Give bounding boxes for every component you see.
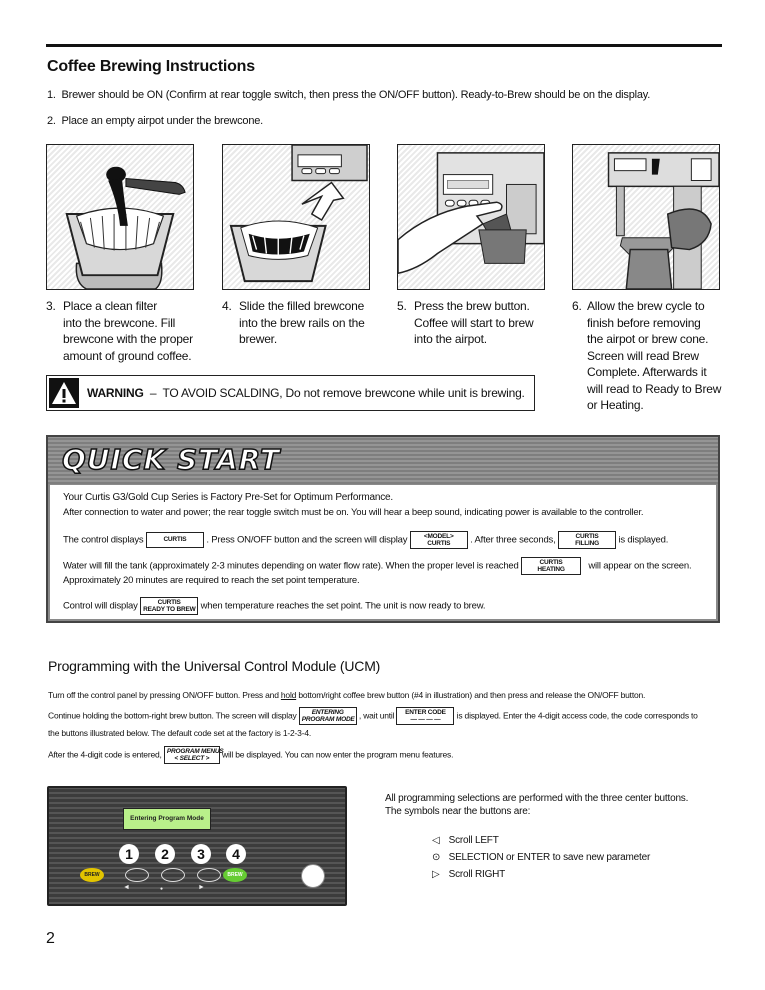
- programming-title: Programming with the Universal Control Module (UCM): [48, 658, 381, 674]
- select-symbol: ●: [160, 886, 164, 892]
- caption-line: the airpot or brew cone.: [587, 332, 709, 346]
- prog-text: , wait until: [358, 710, 395, 721]
- quick-start-banner: [48, 437, 718, 484]
- top-rule: [46, 44, 722, 47]
- lcd-line: FILLING: [575, 540, 599, 547]
- warning-text: [87, 386, 525, 400]
- qs-text: when temperature reaches the set point. The unit is now ready to brew.: [200, 600, 486, 612]
- legend-scroll-right: [432, 869, 505, 880]
- lcd-line: — — — —: [410, 716, 441, 723]
- prog-text: Continue holding the bottom-right brew button. The screen will display: [48, 710, 297, 721]
- prog-hold: hold: [280, 690, 297, 700]
- step-text: Brewer should be ON (Confirm at rear toggle switch, then press the ON/OFF button). Ready-to-Brew should be on the display.: [61, 89, 651, 101]
- illustration-brew-complete: [572, 144, 720, 290]
- caption-line: into the brewcone. Fill: [63, 315, 176, 330]
- programming-para-3: [48, 746, 453, 764]
- select-button[interactable]: [161, 868, 185, 882]
- qs-text: . After three seconds,: [470, 534, 556, 546]
- lcd-curtis: CURTIS: [146, 532, 204, 548]
- programming-para-2b: the buttons illustrated below. The default code set at the factory is 1-2-3-4.: [48, 728, 312, 738]
- lcd-line: ENTERING: [311, 709, 344, 716]
- lcd-line: ENTER CODE: [405, 709, 446, 716]
- caption-line: Place a clean filter: [63, 299, 158, 313]
- illustration-fill-filter: [46, 144, 194, 290]
- left-button[interactable]: [125, 868, 149, 882]
- button-number-2: 2: [155, 844, 175, 864]
- caption-line: Slide the filled brewcone: [239, 299, 365, 313]
- prog-text: is displayed. Enter the 4-digit access code, the code corresponds to: [456, 710, 698, 721]
- scroll-right-symbol: ►: [198, 884, 205, 891]
- caption-num: 4.: [222, 299, 232, 313]
- ucm-info-line: The symbols near the buttons are:: [385, 806, 531, 817]
- caption-line: Press the brew button.: [414, 299, 530, 313]
- lcd-program-menus: [164, 746, 224, 764]
- lcd-line: PROGRAM MODE: [301, 716, 355, 723]
- lcd-filling: [558, 531, 616, 549]
- lcd-model: [410, 531, 468, 549]
- caption-line: finish before removing: [587, 315, 701, 330]
- page-number: 2: [46, 930, 55, 947]
- step-num: 1.: [47, 89, 56, 101]
- caption-line: into the brew rails on the: [239, 315, 365, 330]
- scroll-right-icon: ▷: [432, 869, 440, 880]
- quick-start-box: [46, 435, 720, 623]
- prog-text: After the 4-digit code is entered,: [48, 749, 162, 760]
- lcd-line: CURTIS: [427, 540, 451, 547]
- button-number-1: 1: [119, 844, 139, 864]
- lcd-line: CURTIS: [157, 599, 181, 606]
- control-panel-illustration: [47, 786, 347, 906]
- ucm-info-line: All programming selections are performed with the three center buttons.: [385, 793, 689, 804]
- lcd-line: < SELECT >: [174, 755, 210, 762]
- step-num: 2.: [47, 115, 56, 127]
- caption-num: 3.: [46, 299, 56, 313]
- prog-text: will be displayed. You can now enter the program menu features.: [222, 749, 454, 760]
- page-title: Coffee Brewing Instructions: [47, 58, 255, 75]
- panel-display: Entering Program Mode: [123, 808, 211, 830]
- caption-step-4: [222, 298, 392, 348]
- button-number-4: 4: [226, 844, 246, 864]
- button-number-3: 3: [191, 844, 211, 864]
- illustration-press-brew: [397, 144, 545, 290]
- warning-icon: [49, 378, 79, 408]
- lcd-line: READY TO BREW: [143, 606, 196, 613]
- power-button[interactable]: [301, 864, 325, 888]
- qs-line-4: Approximately 20 minutes are required to reach the set point temperature.: [63, 575, 360, 586]
- qs-line-2: [63, 531, 668, 549]
- select-icon: ⊙: [432, 852, 441, 863]
- prog-text: bottom/right coffee brew button (#4 in illustration) and then press and release the ON/OFF button.: [296, 690, 646, 700]
- caption-line: Screen will read Brew: [587, 348, 699, 363]
- qs-line-3: [63, 557, 691, 575]
- qs-text: Water will fill the tank (approximately 2-3 minutes depending on water flow rate). When the proper level is reached: [63, 560, 519, 572]
- qs-text: will appear on the screen.: [588, 560, 692, 572]
- legend-text: SELECTION or ENTER to save new parameter: [448, 852, 651, 863]
- ucm-info: [385, 792, 688, 818]
- quick-start-title: QUICK START: [62, 443, 281, 476]
- lcd-entering: [299, 707, 357, 725]
- caption-step-6: [572, 298, 747, 414]
- quick-start-content: [50, 485, 716, 619]
- programming-para-1: [48, 690, 645, 700]
- step-text: Place an empty airpot under the brewcone.: [61, 115, 264, 127]
- programming-para-2: [48, 707, 698, 725]
- lcd-heating: [521, 557, 581, 575]
- illustration-slide-brewcone: [222, 144, 370, 290]
- legend-scroll-left: [432, 835, 499, 846]
- lcd-enter-code: [396, 707, 454, 725]
- caption-line: Complete. Afterwards it: [587, 365, 707, 379]
- caption-line: into the airpot.: [414, 332, 487, 346]
- qs-text: is displayed.: [618, 534, 669, 546]
- qs-line-5: [63, 597, 485, 615]
- brew-button-right[interactable]: BREW: [223, 868, 247, 882]
- legend-select: [432, 852, 650, 863]
- brew-button-left[interactable]: BREW: [80, 868, 104, 882]
- warning-dash: –: [149, 386, 157, 400]
- caption-line: brewer.: [239, 332, 277, 346]
- legend-text: Scroll RIGHT: [448, 869, 506, 880]
- warning-message: TO AVOID SCALDING, Do not remove brewcone while unit is brewing.: [162, 386, 525, 400]
- legend-text: Scroll LEFT: [448, 835, 499, 846]
- caption-line: Coffee will start to brew: [414, 315, 534, 330]
- caption-line: will read to Ready to Brew: [587, 381, 722, 396]
- lcd-line: CURTIS: [575, 533, 599, 540]
- qs-text: Control will display: [63, 600, 138, 612]
- qs-line-1: After connection to water and power; the rear toggle switch must be on. You will hear a beep sound, indicating power is available to the controller.: [63, 507, 644, 518]
- warning-box: [46, 375, 535, 411]
- caption-step-3: [46, 298, 216, 364]
- scroll-left-symbol: ◄: [123, 884, 130, 891]
- caption-step-5: [397, 298, 567, 348]
- lcd-line: <MODEL>: [423, 533, 454, 540]
- warning-label: WARNING: [87, 386, 144, 400]
- qs-text: The control displays: [63, 534, 144, 546]
- lcd-line: PROGRAM MENUS: [166, 748, 224, 755]
- caption-num: 6.: [572, 299, 582, 313]
- qs-intro: Your Curtis G3/Gold Cup Series is Factory Pre-Set for Optimum Performance.: [63, 492, 393, 503]
- caption-line: or Heating.: [587, 398, 644, 412]
- qs-text: . Press ON/OFF button and the screen will display: [206, 534, 408, 546]
- caption-num: 5.: [397, 299, 407, 313]
- right-button[interactable]: [197, 868, 221, 882]
- lcd-ready: [140, 597, 198, 615]
- lcd-line: HEATING: [537, 566, 565, 573]
- caption-line: amount of ground coffee.: [63, 348, 192, 363]
- step-2: [47, 115, 263, 127]
- step-1: [47, 89, 650, 101]
- scroll-left-icon: ◁: [432, 835, 440, 846]
- lcd-line: CURTIS: [539, 559, 563, 566]
- caption-line: Allow the brew cycle to: [587, 299, 705, 313]
- prog-text: Turn off the control panel by pressing ON/OFF button. Press and: [48, 690, 281, 700]
- caption-line: brewcone with the proper: [63, 332, 193, 346]
